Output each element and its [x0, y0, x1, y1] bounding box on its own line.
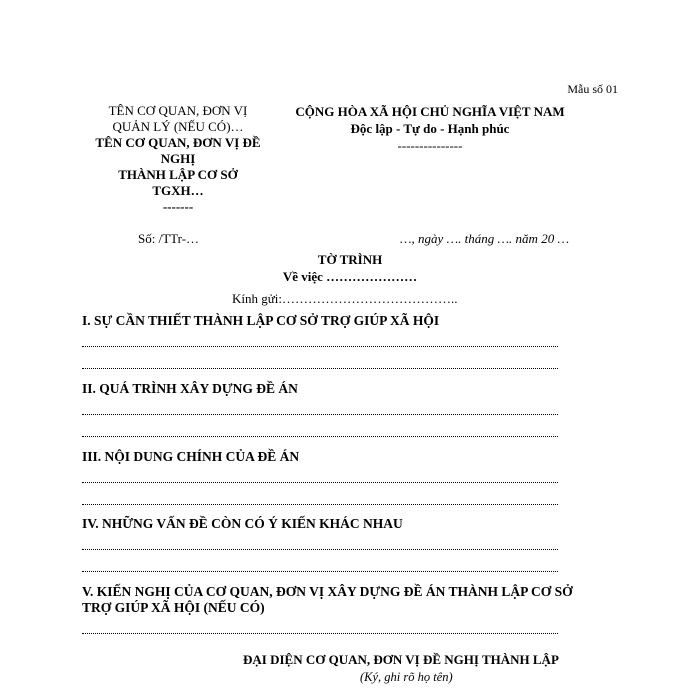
dotted-fill-line	[82, 436, 558, 437]
dotted-fill-line	[82, 549, 558, 550]
proposing-unit-line1: TÊN CƠ QUAN, ĐƠN VỊ ĐỀ	[95, 135, 261, 150]
signature-note: (Ký, ghi rõ họ tên)	[360, 670, 453, 684]
section-5-heading-line2: TRỢ GIÚP XÃ HỘI (NẾU CÓ)	[82, 600, 265, 615]
section-5-heading-line1: V. KIẾN NGHỊ CỦA CƠ QUAN, ĐƠN VỊ XÂY DỰNG ĐỀ ÁN THÀNH LẬP CƠ SỞ	[82, 584, 573, 599]
dotted-fill-line	[82, 633, 558, 634]
section-1-heading: I. SỰ CẦN THIẾT THÀNH LẬP CƠ SỞ TRỢ GIÚP XÃ HỘI	[82, 313, 440, 328]
dotted-fill-line	[82, 414, 558, 415]
section-2-heading: II. QUÁ TRÌNH XÂY DỰNG ĐỀ ÁN	[82, 381, 298, 396]
dotted-fill-line	[82, 482, 558, 483]
recipient-line: Kính gửi:…………………………………..	[232, 291, 458, 306]
left-divider: -------	[162, 199, 194, 214]
title-block	[230, 251, 470, 285]
proposing-unit-line3: THÀNH LẬP CƠ SỞ	[118, 167, 238, 182]
document-subject: Về việc …………………	[282, 269, 418, 284]
document-title: TỜ TRÌNH	[317, 252, 383, 267]
nation-name: CỘNG HÒA XÃ HỘI CHỦ NGHĨA VIỆT NAM	[295, 104, 565, 119]
dotted-fill-line	[82, 346, 558, 347]
managing-agency-line2: QUẢN LÝ (NẾU CÓ)…	[112, 119, 244, 134]
national-header-block	[280, 103, 580, 154]
section-3-heading: III. NỘI DUNG CHÍNH CỦA ĐỀ ÁN	[82, 449, 300, 464]
right-divider: ---------------	[397, 138, 463, 153]
proposing-unit-line2: NGHỊ	[160, 151, 196, 166]
issuing-agency-block	[78, 103, 278, 215]
proposing-unit-line4: TGXH…	[152, 183, 204, 198]
section-4-heading: IV. NHỮNG VẤN ĐỀ CÒN CÓ Ý KIẾN KHÁC NHAU	[82, 516, 403, 531]
dotted-fill-line	[82, 368, 558, 369]
dotted-fill-line	[82, 504, 558, 505]
document-number: Số: /TTr-…	[138, 231, 200, 246]
form-number: Mẫu số 01	[567, 82, 618, 96]
date-line: …, ngày …. tháng …. năm 20 …	[400, 231, 570, 246]
managing-agency-line1: TÊN CƠ QUAN, ĐƠN VỊ	[108, 103, 248, 118]
dotted-fill-line	[82, 571, 558, 572]
national-motto: Độc lập - Tự do - Hạnh phúc	[350, 121, 510, 136]
representative-title: ĐẠI DIỆN CƠ QUAN, ĐƠN VỊ ĐỀ NGHỊ THÀNH LẬP	[243, 652, 559, 667]
